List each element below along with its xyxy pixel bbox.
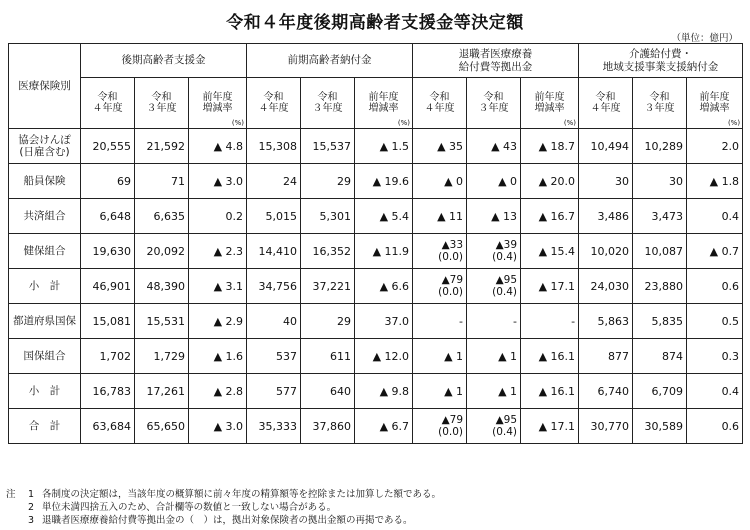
percent-unit: (%) (727, 118, 741, 127)
table-row (9, 409, 743, 444)
column-header: 令和 ３年度 (301, 78, 355, 129)
footnotes (6, 488, 441, 527)
table-cell: ▲ 43 (467, 129, 521, 164)
table-cell: 577 (247, 374, 301, 409)
table-cell: ▲ 1.5 (355, 129, 413, 164)
table-cell: ▲ 11 (413, 199, 467, 234)
table-cell: 6,740 (579, 374, 633, 409)
table-cell: 0.5 (687, 304, 743, 339)
table-cell: ▲ 19.6 (355, 164, 413, 199)
table-cell: ▲ 16.1 (521, 374, 579, 409)
table-cell: 5,863 (579, 304, 633, 339)
table-row (9, 129, 743, 164)
table-cell: 0.4 (687, 199, 743, 234)
table-cell: ▲ 18.7 (521, 129, 579, 164)
table-cell: ▲ 6.7 (355, 409, 413, 444)
table-cell: ▲ 6.6 (355, 269, 413, 304)
column-header: 前年度 増減率 (%) (355, 78, 413, 129)
table-cell: ▲79 (0.0) (413, 409, 467, 444)
table-cell: ▲ 17.1 (521, 409, 579, 444)
table-cell: 3,486 (579, 199, 633, 234)
table-cell: 34,756 (247, 269, 301, 304)
column-header: 前年度 増減率 (%) (687, 78, 743, 129)
table-cell: 537 (247, 339, 301, 374)
table-cell: 0.6 (687, 409, 743, 444)
table-cell: ▲ 9.8 (355, 374, 413, 409)
row-label: 小 計 (9, 374, 81, 409)
table-cell: 16,783 (81, 374, 135, 409)
column-header: 令和 ４年度 (413, 78, 467, 129)
table-cell: 30,589 (633, 409, 687, 444)
table-cell: ▲95 (0.4) (467, 409, 521, 444)
table-cell: ▲ 1.8 (687, 164, 743, 199)
table-cell: ▲33 (0.0) (413, 234, 467, 269)
table-cell: ▲ 4.8 (189, 129, 247, 164)
table-cell: 16,352 (301, 234, 355, 269)
table-cell: 37,221 (301, 269, 355, 304)
table-cell: 10,020 (579, 234, 633, 269)
unit-label: （単位：億円） (671, 33, 738, 44)
row-label: 合 計 (9, 409, 81, 444)
table-cell: 5,015 (247, 199, 301, 234)
table-cell: ▲ 1 (467, 339, 521, 374)
table-cell: 48,390 (135, 269, 189, 304)
group-header: 前期高齢者納付金 (247, 44, 413, 78)
table-cell: 611 (301, 339, 355, 374)
table-cell: 63,684 (81, 409, 135, 444)
table-cell: 15,531 (135, 304, 189, 339)
table-cell: ▲ 12.0 (355, 339, 413, 374)
row-label: 都道府県国保 (9, 304, 81, 339)
table-cell: 6,709 (633, 374, 687, 409)
table-cell: 640 (301, 374, 355, 409)
table-cell: ▲79 (0.0) (413, 269, 467, 304)
column-header: 令和 ３年度 (633, 78, 687, 129)
table-cell: ▲ 3.1 (189, 269, 247, 304)
allocation-table (8, 43, 743, 444)
table-cell: ▲ 5.4 (355, 199, 413, 234)
footnote: 3 退職者医療療養給付費等拠出金の（ ）は，拠出対象保険者の拠出金額の再掲である。 (28, 515, 413, 526)
table-cell: 0.2 (189, 199, 247, 234)
table-cell: - (467, 304, 521, 339)
row-label: 国保組合 (9, 339, 81, 374)
column-header: 令和 ３年度 (135, 78, 189, 129)
table-cell: 30 (579, 164, 633, 199)
table-row (9, 374, 743, 409)
table-cell: 35,333 (247, 409, 301, 444)
table-cell: ▲ 2.9 (189, 304, 247, 339)
table-cell: 6,648 (81, 199, 135, 234)
table-cell: - (521, 304, 579, 339)
table-cell: 10,289 (633, 129, 687, 164)
table-cell: 37.0 (355, 304, 413, 339)
table-cell: ▲ 13 (467, 199, 521, 234)
row-label: 小 計 (9, 269, 81, 304)
table-cell: 37,860 (301, 409, 355, 444)
table-cell: ▲39 (0.4) (467, 234, 521, 269)
table-cell: 23,880 (633, 269, 687, 304)
table-cell: 24 (247, 164, 301, 199)
table-cell: 1,702 (81, 339, 135, 374)
table-cell: ▲ 3.0 (189, 409, 247, 444)
table-cell: ▲ 15.4 (521, 234, 579, 269)
row-label: 協会けんぽ (日雇含む) (9, 129, 81, 164)
percent-unit: (%) (397, 118, 411, 127)
footnote: 2 単位未満四捨五入のため、合計欄等の数値と一致しない場合がある。 (28, 502, 337, 513)
table-cell: ▲ 20.0 (521, 164, 579, 199)
table-cell: ▲ 1 (467, 374, 521, 409)
table-cell: 14,410 (247, 234, 301, 269)
row-label-header: 医療保険別 (9, 44, 81, 129)
table-cell: 29 (301, 164, 355, 199)
table-cell: 6,635 (135, 199, 189, 234)
table-row (9, 269, 743, 304)
table-cell: ▲ 1 (413, 374, 467, 409)
group-header: 退職者医療療養 給付費等拠出金 (413, 44, 579, 78)
table-cell: 1,729 (135, 339, 189, 374)
table-cell: ▲ 2.8 (189, 374, 247, 409)
table-cell: ▲ 1 (413, 339, 467, 374)
table-row (9, 234, 743, 269)
table-row (9, 304, 743, 339)
table-cell: 40 (247, 304, 301, 339)
table-cell: 69 (81, 164, 135, 199)
row-label: 共済組合 (9, 199, 81, 234)
table-cell: 24,030 (579, 269, 633, 304)
table-cell: 30,770 (579, 409, 633, 444)
table-cell: - (413, 304, 467, 339)
column-header: 令和 ４年度 (579, 78, 633, 129)
table-cell: ▲ 11.9 (355, 234, 413, 269)
table-cell: ▲ 0 (413, 164, 467, 199)
table-cell: ▲95 (0.4) (467, 269, 521, 304)
table-cell: ▲ 17.1 (521, 269, 579, 304)
footnote: 注 1 各制度の決定額は，当該年度の概算額に前々年度の精算額等を控除または加算した額である。 (6, 489, 442, 500)
column-header: 前年度 増減率 (%) (189, 78, 247, 129)
table-cell: ▲ 2.3 (189, 234, 247, 269)
column-header: 令和 ４年度 (81, 78, 135, 129)
table-row (9, 199, 743, 234)
table-row (9, 339, 743, 374)
table-cell: 46,901 (81, 269, 135, 304)
table-cell: 877 (579, 339, 633, 374)
table-cell: ▲ 16.1 (521, 339, 579, 374)
table-cell: 17,261 (135, 374, 189, 409)
table-cell: 15,081 (81, 304, 135, 339)
table-cell: 65,650 (135, 409, 189, 444)
table-cell: 10,494 (579, 129, 633, 164)
percent-unit: (%) (231, 118, 245, 127)
table-cell: ▲ 1.6 (189, 339, 247, 374)
column-header: 令和 ４年度 (247, 78, 301, 129)
table-cell: 15,308 (247, 129, 301, 164)
table-cell: 10,087 (633, 234, 687, 269)
table-cell: 15,537 (301, 129, 355, 164)
table-cell: 71 (135, 164, 189, 199)
page-title: 令和４年度後期高齢者支援金等決定額 (226, 13, 524, 33)
table-cell: 3,473 (633, 199, 687, 234)
row-label: 健保組合 (9, 234, 81, 269)
table-cell: ▲ 35 (413, 129, 467, 164)
table-cell: 0.4 (687, 374, 743, 409)
group-header: 後期高齢者支援金 (81, 44, 247, 78)
table-cell: 20,555 (81, 129, 135, 164)
percent-unit: (%) (563, 118, 577, 127)
table-cell: ▲ 0 (467, 164, 521, 199)
group-header: 介護給付費・ 地域支援事業支援納付金 (579, 44, 743, 78)
table-cell: ▲ 0.7 (687, 234, 743, 269)
table-cell: 874 (633, 339, 687, 374)
column-header: 前年度 増減率 (%) (521, 78, 579, 129)
table-cell: 5,835 (633, 304, 687, 339)
table-cell: ▲ 16.7 (521, 199, 579, 234)
table-cell: 29 (301, 304, 355, 339)
table-cell: 20,092 (135, 234, 189, 269)
table-row (9, 164, 743, 199)
table-cell: 2.0 (687, 129, 743, 164)
column-header: 令和 ３年度 (467, 78, 521, 129)
table-cell: 30 (633, 164, 687, 199)
table-cell: 5,301 (301, 199, 355, 234)
table-cell: 0.3 (687, 339, 743, 374)
table-cell: ▲ 3.0 (189, 164, 247, 199)
table-cell: 21,592 (135, 129, 189, 164)
table-cell: 19,630 (81, 234, 135, 269)
row-label: 船員保険 (9, 164, 81, 199)
table-cell: 0.6 (687, 269, 743, 304)
